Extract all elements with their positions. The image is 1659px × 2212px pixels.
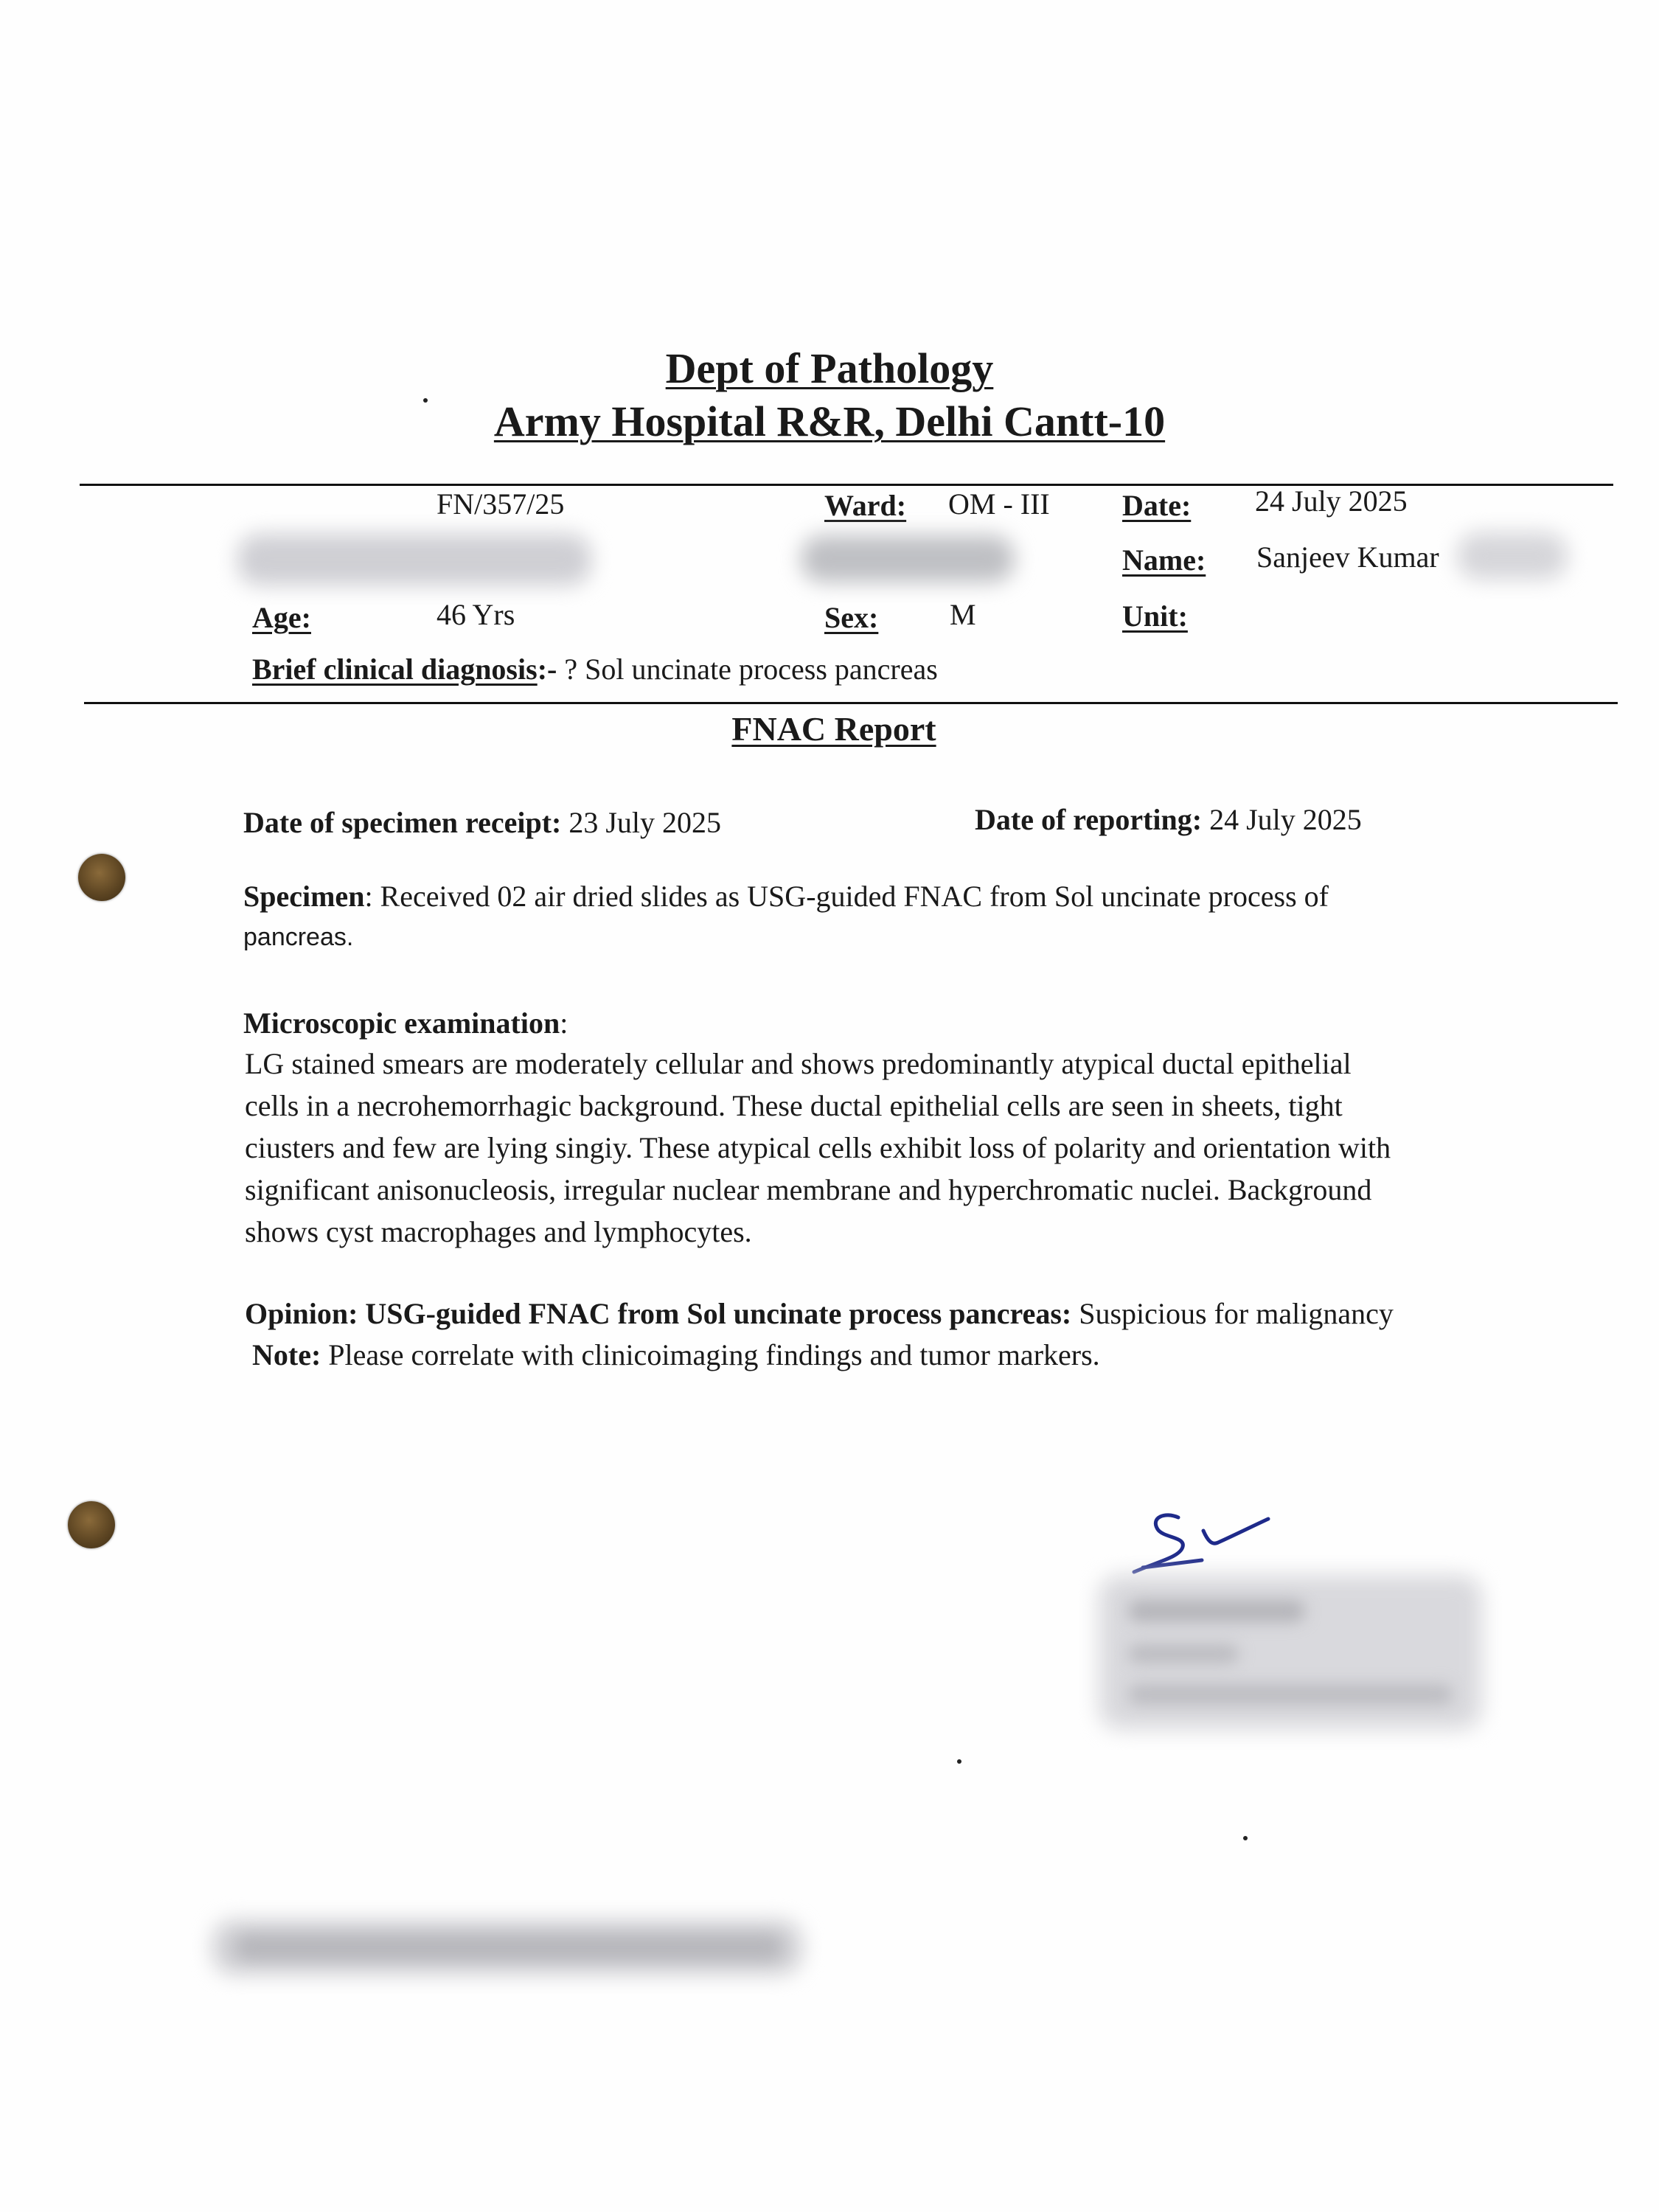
microscopic-colon: : — [560, 1006, 568, 1040]
fn-number: FN/357/25 — [437, 487, 565, 521]
opinion-line — [245, 1296, 1394, 1331]
note-line — [252, 1338, 1100, 1372]
note-label: Note: — [252, 1338, 321, 1371]
hospital-title: Army Hospital R&R, Delhi Cantt-10 — [493, 397, 1166, 445]
redacted-footer-text — [236, 1935, 782, 1960]
unit-label: Unit: — [1122, 599, 1188, 633]
receipt-value: 23 July 2025 — [561, 806, 722, 839]
redacted-field-1 — [237, 534, 591, 585]
speck-3 — [1243, 1836, 1248, 1840]
receipt-label: Date of specimen receipt: — [243, 806, 562, 839]
redacted-field-2 — [801, 535, 1015, 582]
specimen-label: Specimen — [243, 880, 365, 913]
redacted-signature-line-2 — [1128, 1644, 1239, 1663]
punch-hole-bottom — [68, 1501, 115, 1548]
diagnosis-label: Brief clinical diagnosis — [252, 653, 538, 686]
sex-label: Sex: — [824, 601, 879, 634]
ward-value: OM - III — [948, 487, 1050, 521]
micro-line-3: ciusters and few are lying singiy. These atypical cells exhibit loss of polarity and orientation with — [245, 1131, 1391, 1164]
age-value: 46 Yrs — [437, 598, 515, 631]
microscopic-heading — [243, 1006, 568, 1040]
reporting-value: 24 July 2025 — [1202, 803, 1362, 836]
opinion-value: Suspicious for malignancy — [1071, 1297, 1394, 1330]
punch-hole-top — [78, 854, 125, 901]
date-label: Date: — [1122, 489, 1192, 522]
sex-value: M — [950, 598, 976, 631]
dept-title: Dept of Pathology — [665, 344, 994, 392]
reporting-label: Date of reporting: — [975, 803, 1203, 836]
report-title: FNAC Report — [731, 710, 936, 748]
micro-line-5: shows cyst macrophages and lymphocytes. — [245, 1215, 752, 1248]
bottom-rule — [84, 702, 1618, 704]
specimen-line-1 — [243, 879, 1329, 914]
opinion-label: Opinion: USG-guided FNAC from Sol uncinate process pancreas: — [245, 1297, 1072, 1330]
name-value: Sanjeev Kumar — [1256, 540, 1439, 574]
diagnosis-value: ? Sol uncinate process pancreas — [557, 653, 938, 686]
reporting-date — [975, 802, 1362, 837]
note-value: Please correlate with clinicoimaging findings and tumor markers. — [321, 1338, 1100, 1371]
microscopic-label: Microscopic examination — [243, 1006, 560, 1040]
diagnosis-separator: :- — [537, 653, 557, 686]
clinical-diagnosis — [252, 652, 938, 686]
ward-label: Ward: — [824, 489, 907, 522]
speck-2 — [957, 1759, 961, 1764]
redacted-signature-line-3 — [1128, 1684, 1453, 1705]
date-value: 24 July 2025 — [1255, 484, 1408, 518]
signature-mark — [1121, 1504, 1283, 1585]
name-label: Name: — [1122, 543, 1206, 577]
micro-line-1: LG stained smears are moderately cellular and shows predominantly atypical ductal epithelial — [245, 1047, 1352, 1080]
specimen-text: : Received 02 air dried slides as USG-guided FNAC from Sol uncinate process of — [364, 880, 1329, 913]
redacted-signature-line-1 — [1128, 1600, 1305, 1622]
redacted-surname — [1457, 532, 1568, 580]
specimen-line-2: pancreas. — [243, 923, 354, 951]
micro-line-4: significant anisonucleosis, irregular nuclear membrane and hyperchromatic nuclei. Background — [245, 1173, 1372, 1206]
micro-line-2: cells in a necrohemorrhagic background. These ductal epithelial cells are seen in sheets, tight — [245, 1089, 1343, 1122]
age-label: Age: — [252, 601, 311, 634]
specimen-receipt-date — [243, 805, 721, 840]
